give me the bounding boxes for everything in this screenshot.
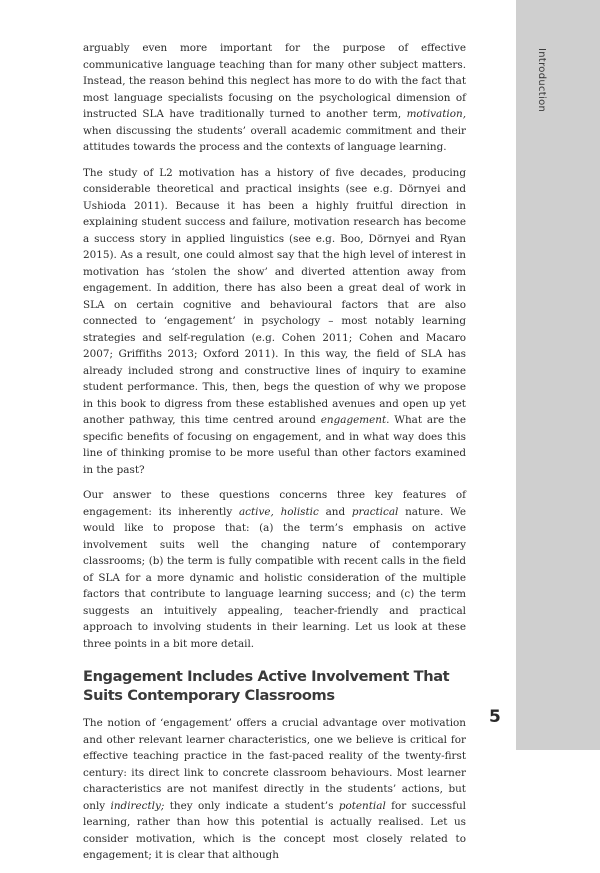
page-body bbox=[83, 40, 466, 873]
section-heading: Engagement Includes Active Involvement That Suits Contemporary Classrooms bbox=[83, 668, 450, 704]
paragraph-1 bbox=[83, 40, 466, 156]
emphasis: engagement. bbox=[320, 414, 390, 426]
text-run: The study of L2 motivation has a history of five decades, producing considerable theoretical and practical insights (see e.g. Dörnyei and Ushioda 2011). Because it has been a highly fruitful direction in explaining student success and failure, motivation research has become a success story in applied linguistics (see e.g. Boo, Dörnyei and Ryan 2015). As a result, one could almost say that the high level of interest in motivation has ‘stolen the show’ and diverted attention away from engagement. In addition, there has also been a great deal of work in SLA on certain cognitive and behavioural factors that are also connected to ‘engagement’ in psychology – most notably learning strategies and self-regulation (e.g. Cohen 2011; Cohen and Macaro 2007; Griffiths 2013; Oxford 2011). In this way, the field of SLA has already included strong and constructive lines of inquiry to examine student performance. This, then, begs the question of why we propose in this book to digress from these established avenues and open up yet another pathway, this time centred around bbox=[83, 166, 466, 426]
emphasis: practical bbox=[351, 505, 399, 518]
text-run: when discussing the students’ overall academic commitment and their attitudes towards the process and the contexts of language learning. bbox=[83, 124, 466, 153]
paragraph-3 bbox=[83, 487, 466, 652]
text-run: Our answer to these questions concerns three key features of engagement: its inherently bbox=[83, 489, 466, 518]
text-run: arguably even more important for the purpose of effective communicative language teaching than for many other subject matters. Instead, the reason behind this neglect has more to do with the fact that most language specialists focusing on the psychological dimension of instructed SLA have traditionally turned to another term, bbox=[83, 42, 466, 120]
paragraph-2 bbox=[83, 165, 466, 479]
running-title: Introduction bbox=[536, 48, 547, 113]
text-run: and bbox=[318, 505, 352, 518]
text-run: for successful learning, rather than how this potential is actually realised. Let us consider motivation, which is the concept most closely related to engagement; it is clear that although bbox=[83, 799, 466, 861]
text-run: The notion of ‘engagement’ offers a crucial advantage over motivation and other relevant learner characteristics, one we believe is critical for effective teaching practice in the fast-paced reality of the twenty-first century: its direct link to concrete classroom behaviours. Most learner characteristics are not manifest directly in the students’ actions, but only bbox=[83, 717, 466, 812]
text-run: What are the specific benefits of focusing on engagement, and in what way does this line of thinking promise to be more useful than other factors examined in the past? bbox=[83, 414, 466, 476]
emphasis: potential bbox=[338, 799, 386, 812]
paragraph-4 bbox=[83, 715, 466, 864]
emphasis: active, holistic bbox=[238, 505, 319, 518]
chapter-sidebar-tab bbox=[516, 0, 600, 750]
text-run: nature. We would like to propose that: (a) the term’s emphasis on active involvement suits well the changing nature of contemporary classrooms; (b) the term is fully compatible with recent calls in the field of SLA for a more dynamic and holistic consideration of the multiple factors that contribute to language learning success; and (c) the term suggests an intuitively appealing, teacher-friendly and practical approach to involving students in their learning. Let us look at these three points in a bit more detail. bbox=[83, 505, 466, 650]
text-run: they only indicate a student’s bbox=[164, 799, 339, 812]
page-number: 5 bbox=[489, 707, 501, 727]
emphasis: indirectly; bbox=[110, 799, 165, 812]
emphasis: motivation, bbox=[406, 108, 466, 120]
